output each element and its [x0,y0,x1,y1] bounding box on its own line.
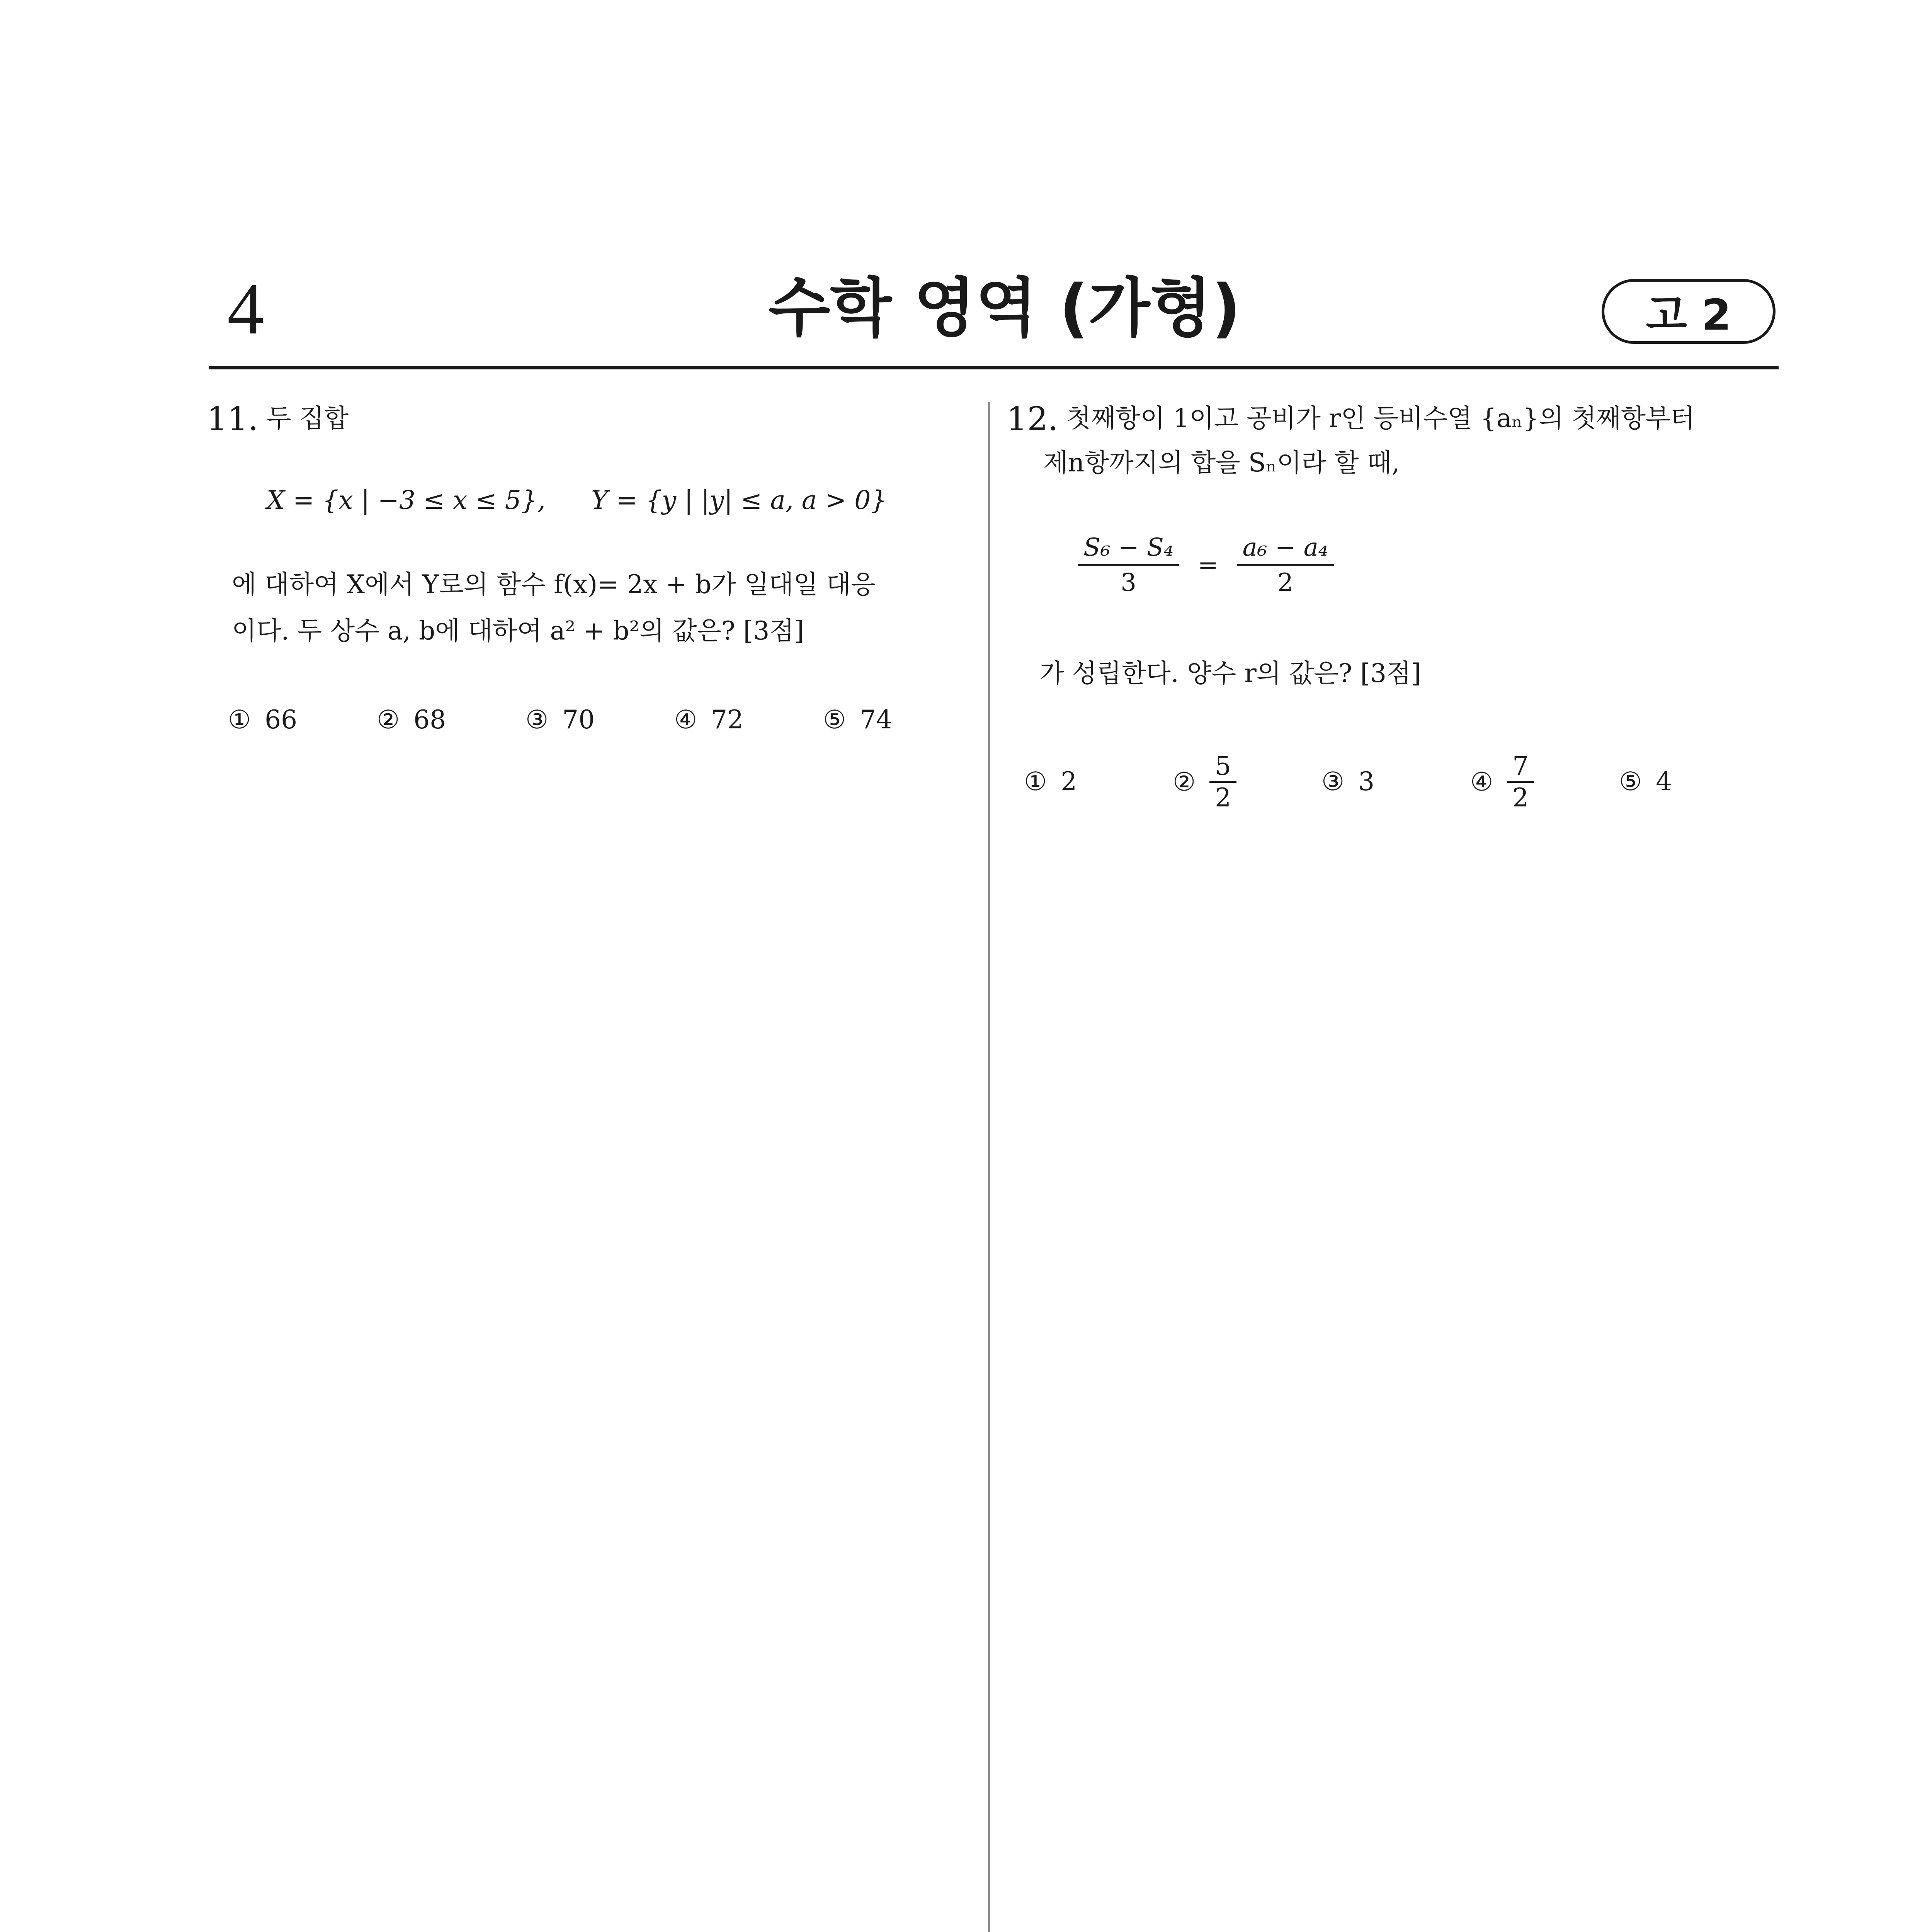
q11-choice-1[interactable] [228,707,297,733]
choice-mark: ⑤ [823,705,846,735]
q12-choice-1[interactable] [1024,769,1077,794]
q12-number: 12. [1007,400,1058,438]
fraction-numerator: a₆ − a₄ [1237,535,1334,566]
choice-value: 2 [1061,767,1077,796]
header-rule [209,366,1779,369]
q11-line-2: 이다. 두 상수 a, b에 대하여 a² + b²의 값은? [3점] [232,616,804,646]
fraction-denominator: 2 [1512,783,1529,813]
equals-sign: = [1197,551,1219,580]
q12-choice-3[interactable] [1321,769,1374,794]
fraction-numerator: 7 [1507,753,1534,783]
q12-line-3: 가 성립한다. 양수 r의 값은? [3점] [1039,658,1421,688]
choice-mark: ① [228,705,251,735]
fraction-denominator: 2 [1277,568,1293,597]
choice-mark: ③ [1321,767,1345,796]
q12-line-1: 첫째항이 1이고 공비가 r인 등비수열 {aₙ}의 첫째항부터 [1066,403,1695,433]
q12-choice-2[interactable] [1173,753,1236,811]
choice-mark: ① [1024,767,1047,796]
choice-value: 74 [860,705,893,735]
q12-line-2: 제n항까지의 합을 Sₙ이라 할 때, [1043,448,1400,478]
fraction-numerator: 5 [1209,753,1236,783]
choice-mark: ② [377,705,400,735]
choice-fraction [1209,753,1236,811]
choice-value: 70 [562,705,595,735]
choice-value: 68 [413,705,446,735]
q11-choice-4[interactable] [674,707,743,733]
fraction-numerator: S₆ − S₄ [1078,535,1179,566]
page-title: 수학 영역 (가형) [768,271,1241,345]
q11-choice-5[interactable] [823,707,892,733]
q11-number: 11. [207,400,259,438]
choice-mark: ④ [674,705,697,735]
fraction-denominator: 3 [1121,568,1137,597]
grade-label: 고 2 [1646,290,1731,340]
equation-left-fraction [1078,535,1179,595]
q11-choice-3[interactable] [526,707,595,733]
q12-choice-4[interactable] [1470,753,1534,811]
choice-mark: ② [1173,767,1196,797]
choice-value: 4 [1656,767,1672,796]
q11-set-x: X = {x | −3 ≤ x ≤ 5}, [267,485,546,515]
choice-value: 3 [1358,767,1375,796]
choice-value: 72 [711,705,744,735]
grade-badge [1602,279,1776,344]
q11-line-1: 에 대하여 X에서 Y로의 함수 f(x)= 2x + b가 일대일 대응 [232,570,876,599]
q12-choice-5[interactable] [1619,769,1672,794]
choice-mark: ③ [526,705,549,735]
choice-value: 66 [265,705,298,735]
equation-right-fraction [1237,535,1334,595]
choice-mark: ④ [1470,767,1493,797]
choice-mark: ⑤ [1619,767,1642,796]
choice-fraction [1507,753,1534,811]
q12-equation [1078,535,1334,595]
q11-set-y: Y = {y | |y| ≤ a, a > 0} [591,485,887,515]
column-divider [988,402,990,1932]
page-number: 4 [227,269,264,350]
q11-choice-2[interactable] [377,707,446,733]
q11-intro: 두 집합 [267,403,349,433]
fraction-denominator: 2 [1215,783,1231,813]
